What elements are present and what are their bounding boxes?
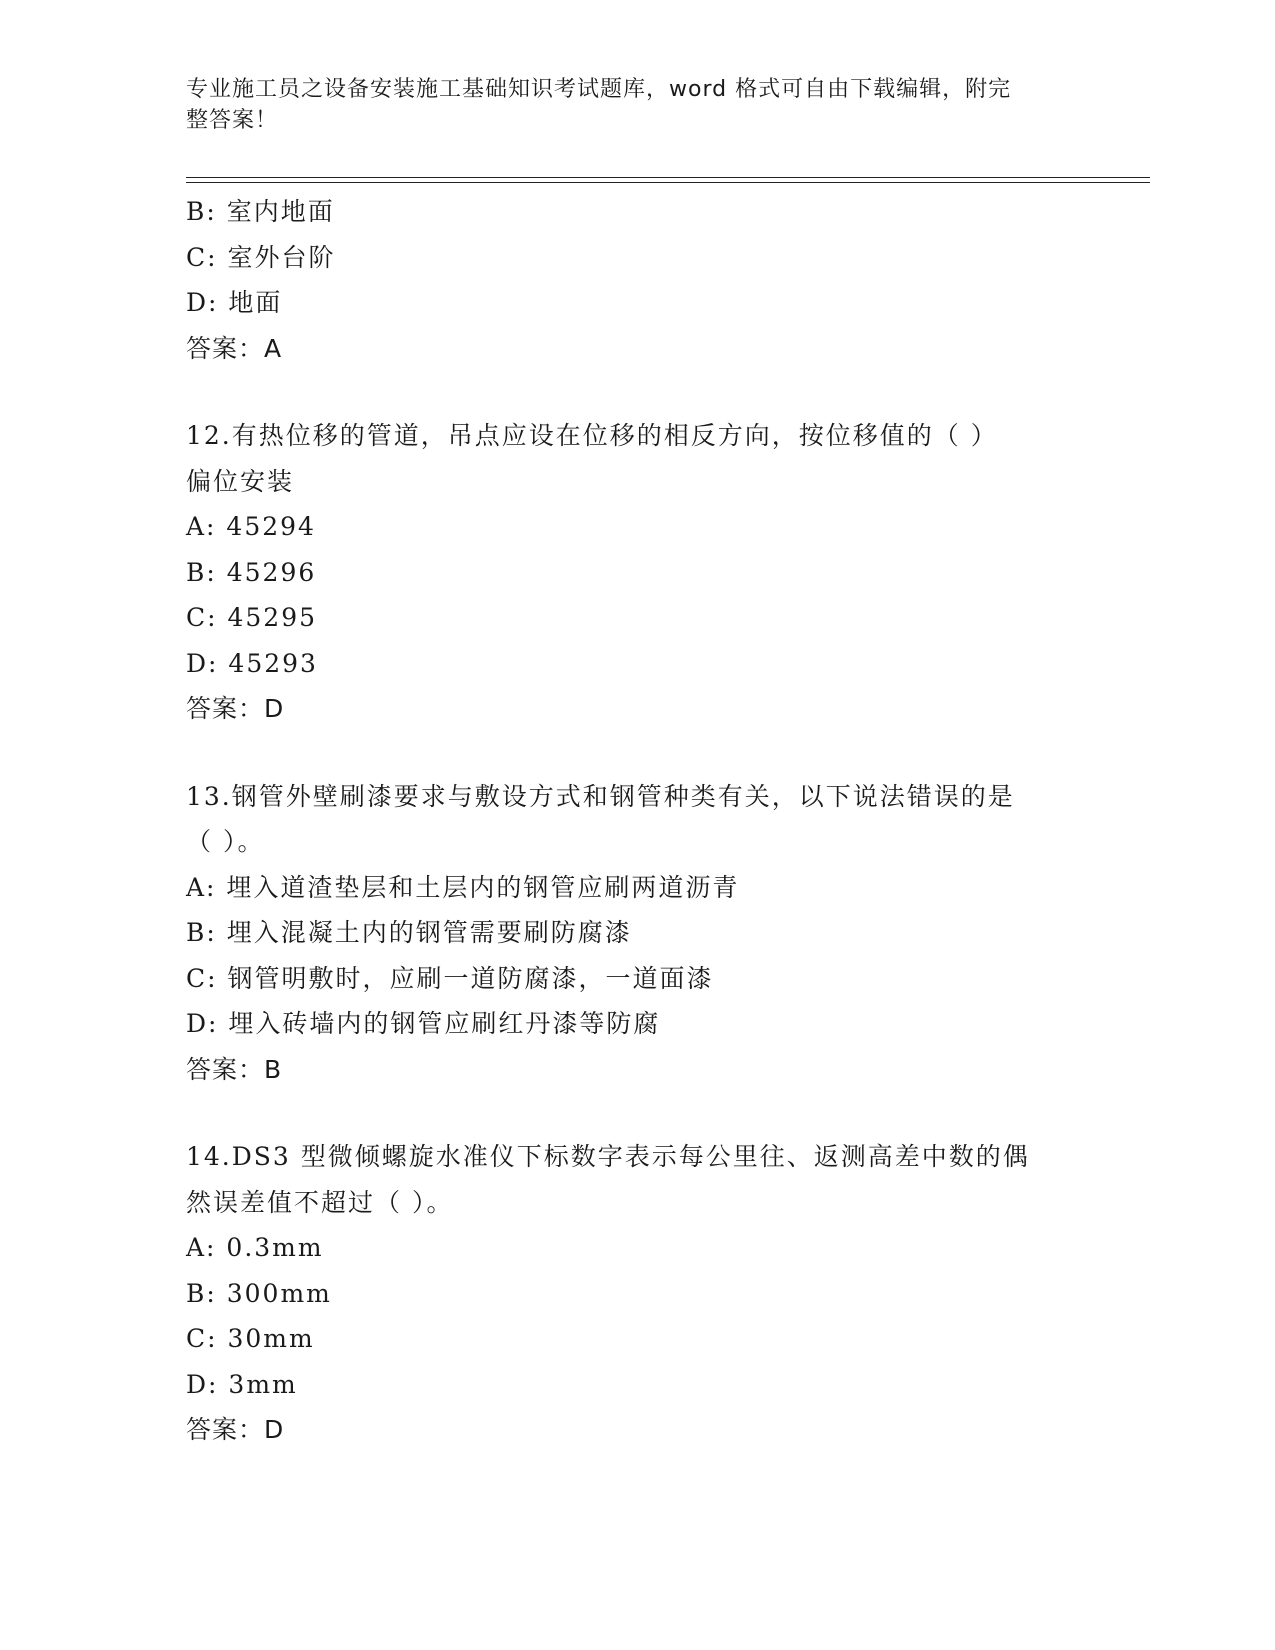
option-d: D: 地面	[186, 288, 283, 317]
question-stem-line1: 12.有热位移的管道，吊点应设在位移的相反方向，按位移值的（ ）	[186, 421, 998, 450]
header-title-line2: 整答案！	[186, 108, 279, 133]
document-header	[186, 74, 1066, 136]
option-a: A: 埋入道渣垫层和土层内的钢管应刷两道沥青	[186, 872, 740, 902]
answer-line: 答案：D	[186, 1415, 285, 1444]
question-stem-line1: 14.DS3 型微倾螺旋水准仪下标数字表示每公里往、返测高差中数的偶	[186, 1142, 1030, 1171]
question-block-12	[186, 413, 1086, 732]
option-b: B: 室内地面	[186, 197, 335, 226]
option-b: B: 埋入混凝土内的钢管需要刷防腐漆	[186, 918, 632, 947]
header-title-line1: 专业施工员之设备安装施工基础知识考试题库，word 格式可自由下载编辑，附完	[186, 77, 1012, 102]
option-c: C: 室外台阶	[186, 242, 336, 272]
option-d: D: 3mm	[186, 1369, 298, 1399]
option-c: C: 45295	[186, 603, 318, 632]
question-block-prev	[186, 189, 1086, 371]
question-block-13	[186, 774, 1086, 1093]
option-a: A: 0.3mm	[186, 1233, 324, 1262]
answer-line: 答案：A	[186, 333, 283, 363]
question-stem-line2: 偏位安装	[186, 466, 295, 496]
document-body	[186, 189, 1086, 1453]
header-rule-top	[186, 177, 1150, 178]
option-a: A: 45294	[186, 512, 316, 541]
option-c: C: 钢管明敷时，应刷一道防腐漆，一道面漆	[186, 963, 714, 993]
question-block-14	[186, 1134, 1086, 1453]
option-b: B: 45296	[186, 557, 317, 587]
option-d: D: 45293	[186, 648, 318, 678]
option-d: D: 埋入砖墙内的钢管应刷红丹漆等防腐	[186, 1009, 661, 1038]
answer-line: 答案：B	[186, 1054, 283, 1084]
answer-line: 答案：D	[186, 694, 285, 723]
question-stem-line1: 13.钢管外壁刷漆要求与敷设方式和钢管种类有关，以下说法错误的是	[186, 781, 1015, 811]
question-stem-line2: 然误差值不超过（ ）。	[186, 1187, 454, 1217]
header-rule-bottom	[186, 182, 1150, 183]
option-b: B: 300mm	[186, 1278, 332, 1308]
question-stem-line2: （ ）。	[186, 827, 265, 856]
option-c: C: 30mm	[186, 1324, 315, 1353]
